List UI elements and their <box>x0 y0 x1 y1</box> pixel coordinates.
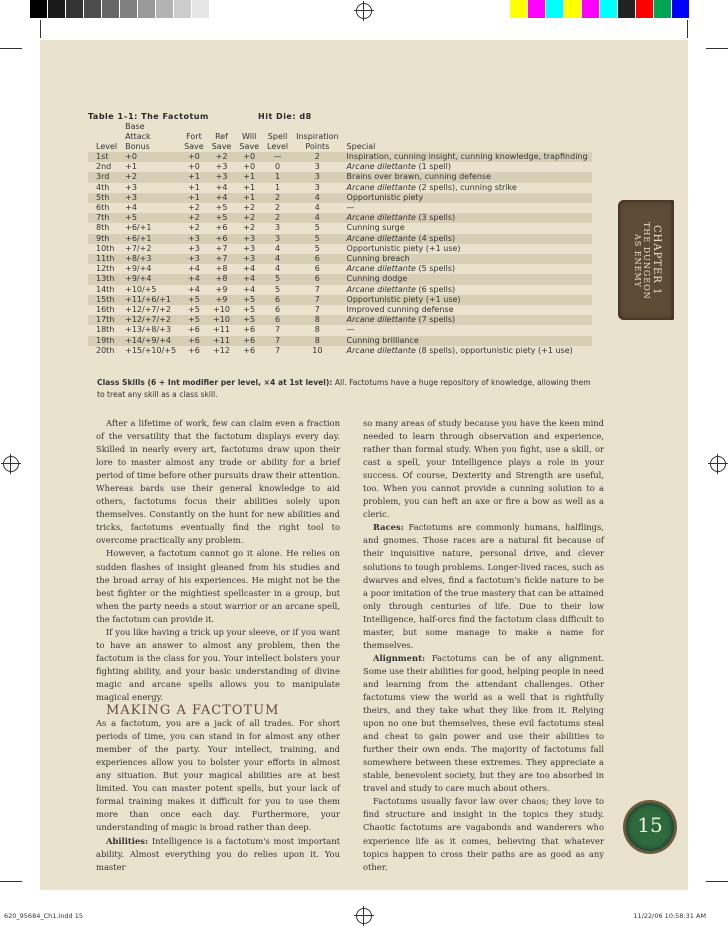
cell-special: Cunning surge <box>346 223 405 233</box>
cell-bab: +13/+8/+3 <box>125 325 171 335</box>
color-swatch <box>528 0 545 18</box>
abilities-label: Abilities: <box>106 835 149 846</box>
cell-ref: +11 <box>213 325 230 335</box>
cell-insp: 3 <box>314 162 320 172</box>
heading-text: MAKING A FACTOTUM <box>106 703 280 719</box>
cell-spell: 4 <box>275 264 281 274</box>
grayscale-swatch <box>102 0 119 18</box>
special-italic: Arcane dilettante <box>346 162 416 172</box>
cell-bab: +0 <box>121 152 180 162</box>
table-row <box>88 162 592 172</box>
color-swatch <box>546 0 563 18</box>
table-title-bar <box>88 112 312 121</box>
table-row <box>88 295 592 305</box>
cell-ref: +11 <box>208 336 236 346</box>
grayscale-swatch <box>30 0 47 18</box>
table-header-row <box>88 122 592 152</box>
cell-level: 4th <box>96 182 110 192</box>
cell-fort: +1 <box>188 182 200 192</box>
cell-special: Cunning breach <box>343 254 592 264</box>
header-line: Attack <box>125 132 151 141</box>
paragraph <box>363 521 604 651</box>
cell-special: Brains over brawn, cunning defense <box>343 172 592 182</box>
cell-ref: +3 <box>208 172 236 182</box>
cell-special <box>343 234 592 244</box>
header-line: Bonus <box>125 142 150 151</box>
cell-level: 20th <box>96 345 115 355</box>
cell-special: Inspiration, cunning insight, cunning knowledge, trapfinding <box>343 152 592 162</box>
page-number: 15 <box>637 813 663 837</box>
cell-special: Opportunistic piety (+1 use) <box>343 295 592 305</box>
table-row <box>88 213 592 223</box>
cell-spell: 1 <box>263 172 292 182</box>
col-header-ref <box>208 122 236 152</box>
color-swatch <box>600 0 617 18</box>
chapter-title-line: THE DUNGEON <box>642 221 651 300</box>
paragraph: As a factotum, you are a jack of all trades. For short periods of time, you can stand in for almost any other member of the party. Your intellect, training, and experiences allow you to bolster your efforts in almost any situation. But your magical abilities are at best limited. You can master potent spells, but your lack of formal training makes it difficult for you to use them more than once each day. Furthermore, your understanding of magic is broad rather than deep. <box>96 718 340 833</box>
table-row <box>88 152 592 162</box>
cell-will: +3 <box>235 234 263 244</box>
cell-ref: +2 <box>208 152 236 162</box>
table-row <box>88 325 592 335</box>
cell-will: +6 <box>235 336 263 346</box>
color-swatch <box>636 0 653 18</box>
cell-bab: +4 <box>125 203 137 213</box>
col-header-will <box>235 122 263 152</box>
cell-ref: +4 <box>215 182 228 192</box>
cell-will: +5 <box>243 305 256 315</box>
cell-insp: 3 <box>292 172 342 182</box>
cell-bab: +11/+6/+1 <box>121 295 180 305</box>
col-header-insp <box>292 122 342 152</box>
registration-mark-left <box>3 456 19 472</box>
col-header-bab <box>121 122 180 152</box>
cell-spell: 4 <box>275 243 281 253</box>
cell-special: Improved cunning defense <box>346 305 454 315</box>
class-skills-label: Class Skills (6 + Int modifier per level, ×4 at 1st level): <box>97 378 333 387</box>
cell-insp: 2 <box>292 152 342 162</box>
special-italic: Arcane dilettante <box>346 284 416 294</box>
cell-level: 18th <box>96 325 115 335</box>
cell-insp: 7 <box>292 295 342 305</box>
cell-bab: +8/+3 <box>121 254 180 264</box>
table-row <box>88 315 592 325</box>
special-italic: Arcane dilettante <box>346 233 416 243</box>
cell-fort: +4 <box>188 264 200 274</box>
cell-will: +2 <box>243 223 256 233</box>
cell-special <box>343 264 592 274</box>
cell-fort: +0 <box>188 162 200 172</box>
table-row <box>88 336 592 346</box>
color-swatch <box>618 0 635 18</box>
cell-special <box>343 285 592 295</box>
cell-ref: +4 <box>208 193 236 203</box>
grayscale-bar <box>30 0 210 22</box>
cell-fort: +1 <box>180 193 208 203</box>
cell-fort: +0 <box>180 152 208 162</box>
registration-mark-top <box>356 3 372 19</box>
cell-level: 17th <box>88 315 121 325</box>
cell-insp: 7 <box>314 305 320 315</box>
cell-special <box>343 346 592 356</box>
grayscale-swatch <box>48 0 65 18</box>
cell-bab: +3 <box>125 182 137 192</box>
header-line: Level <box>267 142 289 151</box>
cell-special: — <box>346 203 355 213</box>
special-rest: (5 spells) <box>415 264 456 274</box>
special-rest: (3 spells) <box>415 213 456 223</box>
header-line: Save <box>211 142 232 151</box>
cell-level: 2nd <box>96 162 112 172</box>
grayscale-swatch <box>84 0 101 18</box>
cell-will: +5 <box>235 295 263 305</box>
cell-spell: 2 <box>263 213 292 223</box>
cell-will: +2 <box>235 213 263 223</box>
grayscale-swatch <box>192 0 209 18</box>
cell-ref: +7 <box>208 254 236 264</box>
chapter-title-line: AS ENEMY <box>633 233 642 288</box>
special-rest: (8 spells), opportunistic piety (+1 use) <box>415 345 573 355</box>
cell-fort: +4 <box>188 284 200 294</box>
special-italic: Arcane dilettante <box>346 315 416 325</box>
header-line: Save <box>184 142 204 151</box>
cell-special: Cunning dodge <box>343 274 592 284</box>
cell-ref: +10 <box>213 305 230 315</box>
cell-level: 6th <box>96 203 110 213</box>
alignment-text: Factotums can be of any alignment. Some use their abilities for good, helping people in need and learning from the attendant challenges. Other factotums view the world as a well that is rightfully theirs, and they take what they like from it. Relying upon no one but themselves, these evil factotums steal and cheat to gain power and use their abilities to further their own ends. The majority of factotums fall somewhere between these extremes. They appreciate a stable, benevolent society, but they are too absorbed in travel and study to care much about others. <box>363 652 604 794</box>
cell-level: 19th <box>88 336 121 346</box>
cell-special: Opportunistic piety <box>343 193 592 203</box>
cell-fort: +5 <box>180 295 208 305</box>
cell-level: 11th <box>88 254 121 264</box>
cell-fort: +1 <box>180 172 208 182</box>
cell-insp: 6 <box>292 254 342 264</box>
cell-level: 7th <box>88 213 121 223</box>
hit-die: Hit Die: d8 <box>258 112 312 121</box>
cell-ref: +8 <box>208 274 236 284</box>
cell-fort: +3 <box>188 243 200 253</box>
table-row <box>88 244 592 254</box>
cell-bab: +2 <box>121 172 180 182</box>
cell-will: +3 <box>243 243 256 253</box>
cell-insp: 4 <box>292 213 342 223</box>
cell-special <box>343 315 592 325</box>
cell-level: 16th <box>96 305 115 315</box>
cell-fort: +6 <box>188 325 200 335</box>
cell-insp: 8 <box>314 325 320 335</box>
cell-level: 13th <box>88 274 121 284</box>
header-line: Save <box>239 142 259 151</box>
cell-ref: +3 <box>215 162 228 172</box>
cell-will: +0 <box>235 152 263 162</box>
cell-bab: +6/+1 <box>125 223 152 233</box>
cell-will: +4 <box>235 274 263 284</box>
color-swatch <box>510 0 527 18</box>
paragraph <box>96 835 340 874</box>
cell-fort: +3 <box>180 254 208 264</box>
table-row <box>88 203 592 213</box>
table-row <box>88 234 592 244</box>
alignment-label: Alignment: <box>373 652 426 663</box>
cell-insp: 4 <box>292 193 342 203</box>
cell-insp: 6 <box>314 264 320 274</box>
grayscale-swatch <box>174 0 191 18</box>
cell-ref: +10 <box>208 315 236 325</box>
col-header-level <box>88 122 121 152</box>
cell-spell: 4 <box>263 254 292 264</box>
cell-fort: +2 <box>180 213 208 223</box>
cell-fort: +6 <box>188 345 200 355</box>
header-line: Base <box>125 122 145 131</box>
special-italic: Arcane dilettante <box>346 182 416 192</box>
factotum-table <box>88 122 592 356</box>
cell-bab: +9/+4 <box>125 264 152 274</box>
cell-bab: +7/+2 <box>125 243 152 253</box>
chapter-label: CHAPTER 1 <box>651 225 662 296</box>
cell-will: +2 <box>243 203 256 213</box>
cell-insp: 5 <box>292 234 342 244</box>
cell-will: +4 <box>243 284 256 294</box>
cell-spell: 6 <box>263 295 292 305</box>
cell-ref: +9 <box>215 284 228 294</box>
special-rest: (7 spells) <box>415 315 456 325</box>
grayscale-swatch <box>120 0 137 18</box>
table-row <box>88 223 592 233</box>
class-skills-text: All. Factotums have a huge repository of knowledge, allowing them to treat any skill as a class skill. <box>97 378 591 399</box>
cell-bab: +12/+7/+2 <box>125 305 171 315</box>
paragraph: Factotums usually favor law over chaos; they love to find structure and insight in the topics they study. Chaotic factotums are vagabonds and wanderers who experience life as it comes, believing that whatever topics happen to cross their paths are as good as any other. <box>363 796 604 872</box>
cell-insp: 3 <box>314 182 320 192</box>
color-bar <box>510 0 690 22</box>
cell-fort: +6 <box>180 336 208 346</box>
cell-fort: +5 <box>180 315 208 325</box>
slug-date: 11/22/06 10:58:31 AM <box>633 912 706 920</box>
table-row <box>88 183 592 193</box>
color-swatch <box>672 0 689 18</box>
color-swatch <box>582 0 599 18</box>
cell-ref: +12 <box>213 345 230 355</box>
cell-level: 14th <box>96 284 115 294</box>
cell-special <box>343 213 592 223</box>
cell-spell: 5 <box>275 284 281 294</box>
cell-insp: 10 <box>312 345 323 355</box>
cell-ref: +5 <box>215 203 228 213</box>
table-title: Table 1–1: The Factotum <box>88 112 209 121</box>
cell-bab: +15/+10/+5 <box>125 345 177 355</box>
grayscale-swatch <box>66 0 83 18</box>
cell-level: 15th <box>88 295 121 305</box>
cell-will: +1 <box>235 172 263 182</box>
cell-fort: +4 <box>180 274 208 284</box>
cell-ref: +7 <box>215 243 228 253</box>
cell-insp: 8 <box>292 336 342 346</box>
col-header-special <box>343 122 592 152</box>
cell-bab: +1 <box>125 162 137 172</box>
cell-special: — <box>346 325 355 335</box>
cell-special: Opportunistic piety (+1 use) <box>346 243 461 253</box>
table-row <box>88 172 592 182</box>
cell-fort: +2 <box>188 223 200 233</box>
chapter-tab-text <box>632 208 662 313</box>
cell-will: +1 <box>235 193 263 203</box>
cell-bab: +14/+9/+4 <box>121 336 180 346</box>
crop-mark <box>0 48 22 49</box>
cell-level: 12th <box>96 264 115 274</box>
cell-ref: +5 <box>208 213 236 223</box>
table-row <box>88 264 592 274</box>
section-heading <box>96 704 340 717</box>
table-row <box>88 285 592 295</box>
cell-spell: — <box>263 152 292 162</box>
cell-ref: +6 <box>208 234 236 244</box>
header-line: Ref <box>215 132 228 141</box>
cell-level: 5th <box>88 193 121 203</box>
cell-ref: +8 <box>215 264 228 274</box>
slug-file: 620_95684_Ch1.indd 15 <box>4 912 83 920</box>
col-header-fort <box>180 122 208 152</box>
special-rest: (1 spell) <box>415 162 451 172</box>
header-line: Inspiration <box>296 132 339 141</box>
special-rest: (4 spells) <box>415 233 456 243</box>
paragraph: However, a factotum cannot go it alone. He relies on sudden flashes of insight gleaned from his studies and the broad array of his experiences. He might not be the best fighter or the mightiest spellcaster in a group, but when the party needs a stout warrior or an arcane spell, the factotum can provide it. <box>96 548 340 624</box>
abilities-text: Intelligence is a factotum's most important ability. Almost everything you do relies upon it. You master <box>96 835 341 872</box>
cell-spell: 7 <box>275 345 281 355</box>
color-swatch <box>654 0 671 18</box>
header-line: Special <box>346 142 376 151</box>
special-italic: Arcane dilettante <box>346 213 416 223</box>
cell-will: +6 <box>243 325 256 335</box>
left-column <box>96 417 340 874</box>
cell-bab: +6/+1 <box>121 234 180 244</box>
cell-level: 8th <box>96 223 110 233</box>
cell-will: +0 <box>243 162 256 172</box>
cell-will: +5 <box>235 315 263 325</box>
cell-will: +4 <box>243 264 256 274</box>
paragraph: so many areas of study because you have the keen mind needed to learn through observation and experience, rather than formal study. When you fight, use a skill, or cast a spell, your Intelligence plays a role in your success. Of course, Dexterity and Strength are useful, too. When you cannot provide a cunning solution to a problem, you can heft an axe or fire a bow as well as a cleric. <box>363 418 604 520</box>
cell-level: 9th <box>88 234 121 244</box>
races-label: Races: <box>373 522 404 533</box>
cell-will: +6 <box>243 345 256 355</box>
crop-mark <box>706 881 728 882</box>
table-row <box>88 254 592 264</box>
registration-mark-bottom <box>356 908 372 924</box>
header-line: Level <box>96 142 118 151</box>
cell-insp: 5 <box>314 243 320 253</box>
cell-ref: +6 <box>215 223 228 233</box>
cell-insp: 6 <box>292 274 342 284</box>
cell-fort: +3 <box>180 234 208 244</box>
color-swatch <box>564 0 581 18</box>
cell-insp: 7 <box>314 284 320 294</box>
cell-level: 1st <box>88 152 121 162</box>
special-rest: (2 spells), cunning strike <box>415 182 517 192</box>
paragraph: If you like having a trick up your sleeve, or if you want to have an answer to almost any problem, then the factotum is the class for you. Your intellect bolsters your fighting ability, and your basic understanding of divine magic and arcane spells allows you to manipulate magical energy. <box>96 626 340 702</box>
special-italic: Arcane dilettante <box>346 264 416 274</box>
cell-insp: 5 <box>314 223 320 233</box>
registration-mark-right <box>710 456 726 472</box>
crop-mark <box>687 20 688 38</box>
cell-spell: 5 <box>263 274 292 284</box>
table-row <box>88 346 592 356</box>
cell-bab: +9/+4 <box>121 274 180 284</box>
special-italic: Arcane dilettante <box>346 345 416 355</box>
cell-level: 3rd <box>88 172 121 182</box>
header-line: Points <box>305 142 330 151</box>
cell-spell: 6 <box>275 305 281 315</box>
table-row <box>88 274 592 284</box>
cell-fort: +2 <box>188 203 200 213</box>
cell-fort: +5 <box>188 305 200 315</box>
races-text: Factotums are commonly humans, halflings, and gnomes. Those races are a natural fit because of their inquisitive nature, personal drive, and clever solutions to tough problems. Longer-lived races, such as dwarves and elves, find a factotum's fickle nature to be a poor imitation of the true mastery that can be attained only through centuries of life. Due to their low Intelligence, half-orcs find the factotum class difficult to master, but some manage to make a name for themselves. <box>363 522 604 650</box>
cell-insp: 4 <box>314 203 320 213</box>
cell-bab: +3 <box>121 193 180 203</box>
cell-spell: 6 <box>263 315 292 325</box>
cell-bab: +5 <box>121 213 180 223</box>
grayscale-swatch <box>138 0 155 18</box>
cell-bab: +12/+7/+2 <box>121 315 180 325</box>
cell-special: Cunning brilliance <box>343 336 592 346</box>
cell-special <box>343 162 592 172</box>
right-column <box>363 417 604 874</box>
cell-spell: 1 <box>275 182 281 192</box>
cell-special <box>343 183 592 193</box>
cell-spell: 0 <box>275 162 281 172</box>
cell-spell: 7 <box>263 336 292 346</box>
cell-insp: 8 <box>292 315 342 325</box>
cell-spell: 3 <box>275 223 281 233</box>
paragraph: After a lifetime of work, few can claim even a fraction of the versatility that the factotum displays every day. Skilled in nearly every art, factotums draw upon their lore to master almost any trade or ability for a brief period of time before other pursuits draw their attention. Whereas bards use their general knowledge to aid others, factotums focus their abilities solely upon themselves. Constantly on the hunt for new abilities and tricks, factotums eventually find the right tool to overcome practically any problem. <box>96 418 340 546</box>
crop-mark <box>40 20 41 38</box>
header-line: Fort <box>186 132 202 141</box>
grayscale-swatch <box>156 0 173 18</box>
header-line: Will <box>241 132 257 141</box>
cell-ref: +9 <box>208 295 236 305</box>
special-rest: (6 spells) <box>415 284 456 294</box>
cell-spell: 2 <box>263 193 292 203</box>
class-skills <box>97 377 597 401</box>
cell-spell: 7 <box>275 325 281 335</box>
cell-spell: 2 <box>275 203 281 213</box>
col-header-spell <box>263 122 292 152</box>
table-row <box>88 193 592 203</box>
cell-will: +1 <box>243 182 256 192</box>
cell-level: 10th <box>96 243 115 253</box>
header-line: Spell <box>267 132 288 141</box>
cell-bab: +10/+5 <box>125 284 157 294</box>
cell-spell: 3 <box>263 234 292 244</box>
crop-mark <box>706 48 728 49</box>
crop-mark <box>0 881 22 882</box>
cell-will: +3 <box>235 254 263 264</box>
table-row <box>88 305 592 315</box>
paragraph <box>363 652 604 796</box>
